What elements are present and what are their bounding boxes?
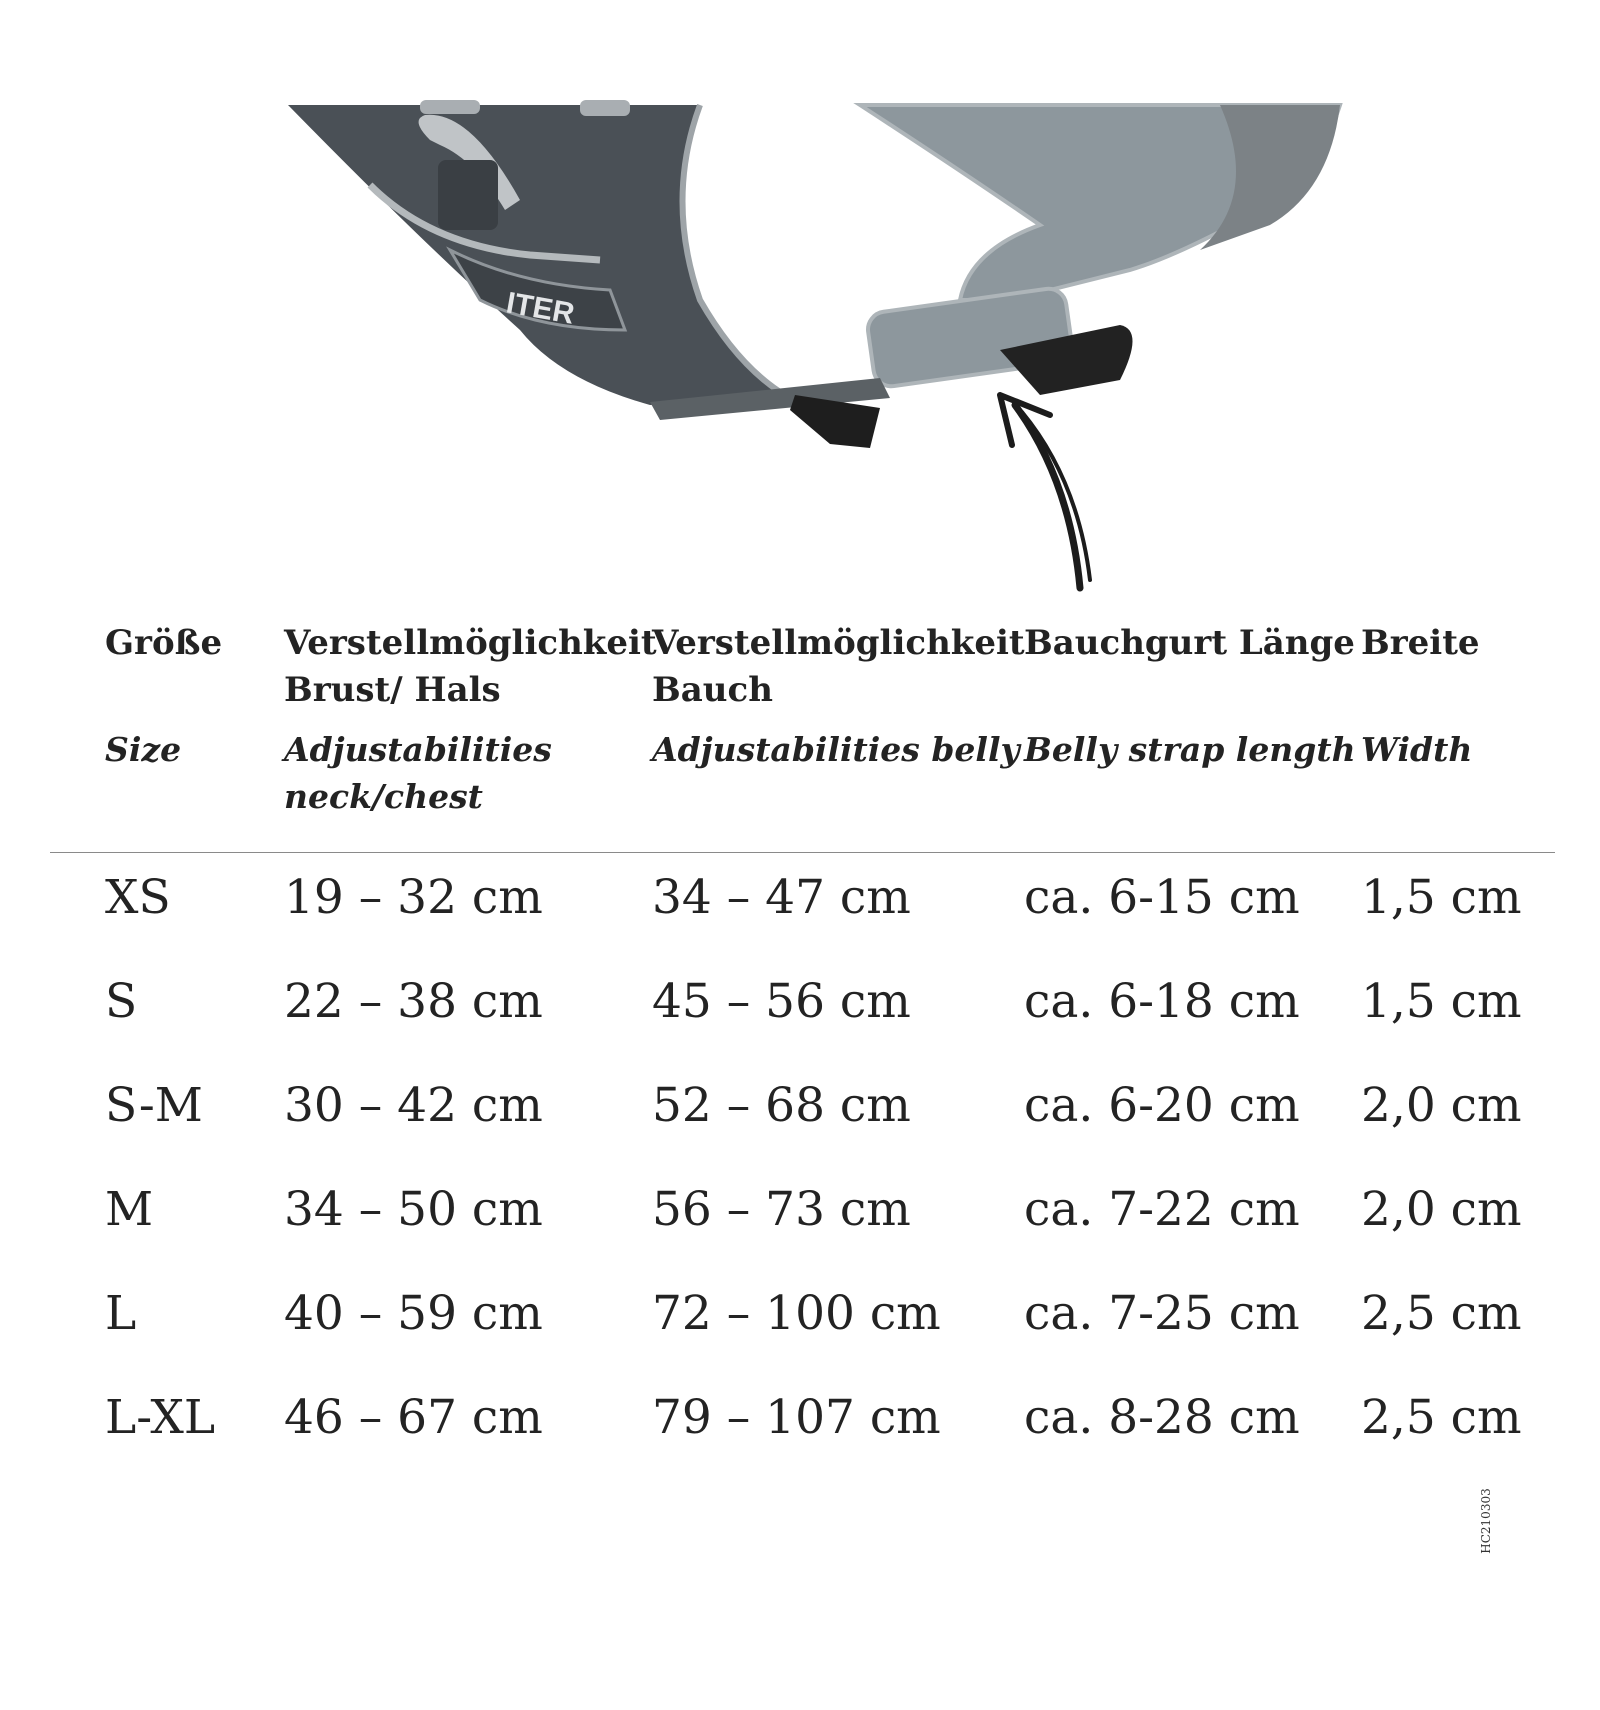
cell-belly-strap: ca. 7-22 cm (1024, 1182, 1300, 1237)
cell-belly-strap: ca. 8-28 cm (1024, 1390, 1300, 1445)
cell-size: L-XL (105, 1390, 216, 1445)
harness-chest-part (288, 100, 790, 405)
cell-belly-strap: ca. 6-20 cm (1024, 1078, 1300, 1133)
cell-belly: 56 – 73 cm (652, 1182, 911, 1237)
table-row (0, 1178, 1600, 1282)
cell-size: XS (105, 870, 171, 925)
cell-belly-strap: ca. 7-25 cm (1024, 1286, 1300, 1341)
table-row (0, 1074, 1600, 1178)
cell-belly: 72 – 100 cm (652, 1286, 941, 1341)
arrow-pointing-to-buckle (1000, 395, 1090, 588)
header-size-de: Größe (105, 623, 223, 663)
cell-belly-strap: ca. 6-15 cm (1024, 870, 1300, 925)
header-neck-chest-en: Adjustabilities neck/chest (284, 730, 552, 816)
cell-belly: 34 – 47 cm (652, 870, 911, 925)
cell-width: 2,5 cm (1361, 1286, 1522, 1341)
document-code-text: HC210303 (1479, 1488, 1493, 1554)
cell-belly-strap: ca. 6-18 cm (1024, 974, 1300, 1029)
cell-belly: 52 – 68 cm (652, 1078, 911, 1133)
cell-size: S (105, 974, 138, 1029)
table-row (0, 1386, 1600, 1490)
header-belly-en: Adjustabilities belly (652, 730, 1020, 769)
document-code (1474, 1486, 1498, 1556)
cell-width: 2,5 cm (1361, 1390, 1522, 1445)
cell-belly: 45 – 56 cm (652, 974, 911, 1029)
header-neck-chest-de: Verstellmöglichkeit Brust/ Hals (284, 623, 657, 710)
header-width-en: Width (1361, 730, 1473, 769)
cell-width: 1,5 cm (1361, 870, 1522, 925)
cell-neck-chest: 22 – 38 cm (284, 974, 543, 1029)
cell-neck-chest: 30 – 42 cm (284, 1078, 543, 1133)
harness-belly-strap (650, 105, 1340, 448)
header-belly-strap-de: Bauchgurt Länge (1024, 623, 1355, 663)
cell-belly: 79 – 107 cm (652, 1390, 941, 1445)
cell-neck-chest: 40 – 59 cm (284, 1286, 543, 1341)
header-size-en: Size (105, 730, 182, 769)
table-row (0, 866, 1600, 970)
table-row (0, 1282, 1600, 1386)
cell-size: L (105, 1286, 137, 1341)
cell-neck-chest: 34 – 50 cm (284, 1182, 543, 1237)
brand-logo-text: ITER (503, 286, 577, 331)
header-belly-strap-en: Belly strap length (1024, 730, 1356, 769)
cell-width: 1,5 cm (1361, 974, 1522, 1029)
table-divider (50, 852, 1555, 853)
cell-size: M (105, 1182, 154, 1237)
header-belly-de: Verstellmöglichkeit Bauch (652, 623, 1025, 710)
cell-width: 2,0 cm (1361, 1078, 1522, 1133)
cell-neck-chest: 46 – 67 cm (284, 1390, 543, 1445)
header-width-de: Breite (1361, 623, 1480, 663)
cell-size: S-M (105, 1078, 203, 1133)
harness-illustration (0, 0, 1600, 600)
cell-neck-chest: 19 – 32 cm (284, 870, 543, 925)
cell-width: 2,0 cm (1361, 1182, 1522, 1237)
table-row (0, 970, 1600, 1074)
